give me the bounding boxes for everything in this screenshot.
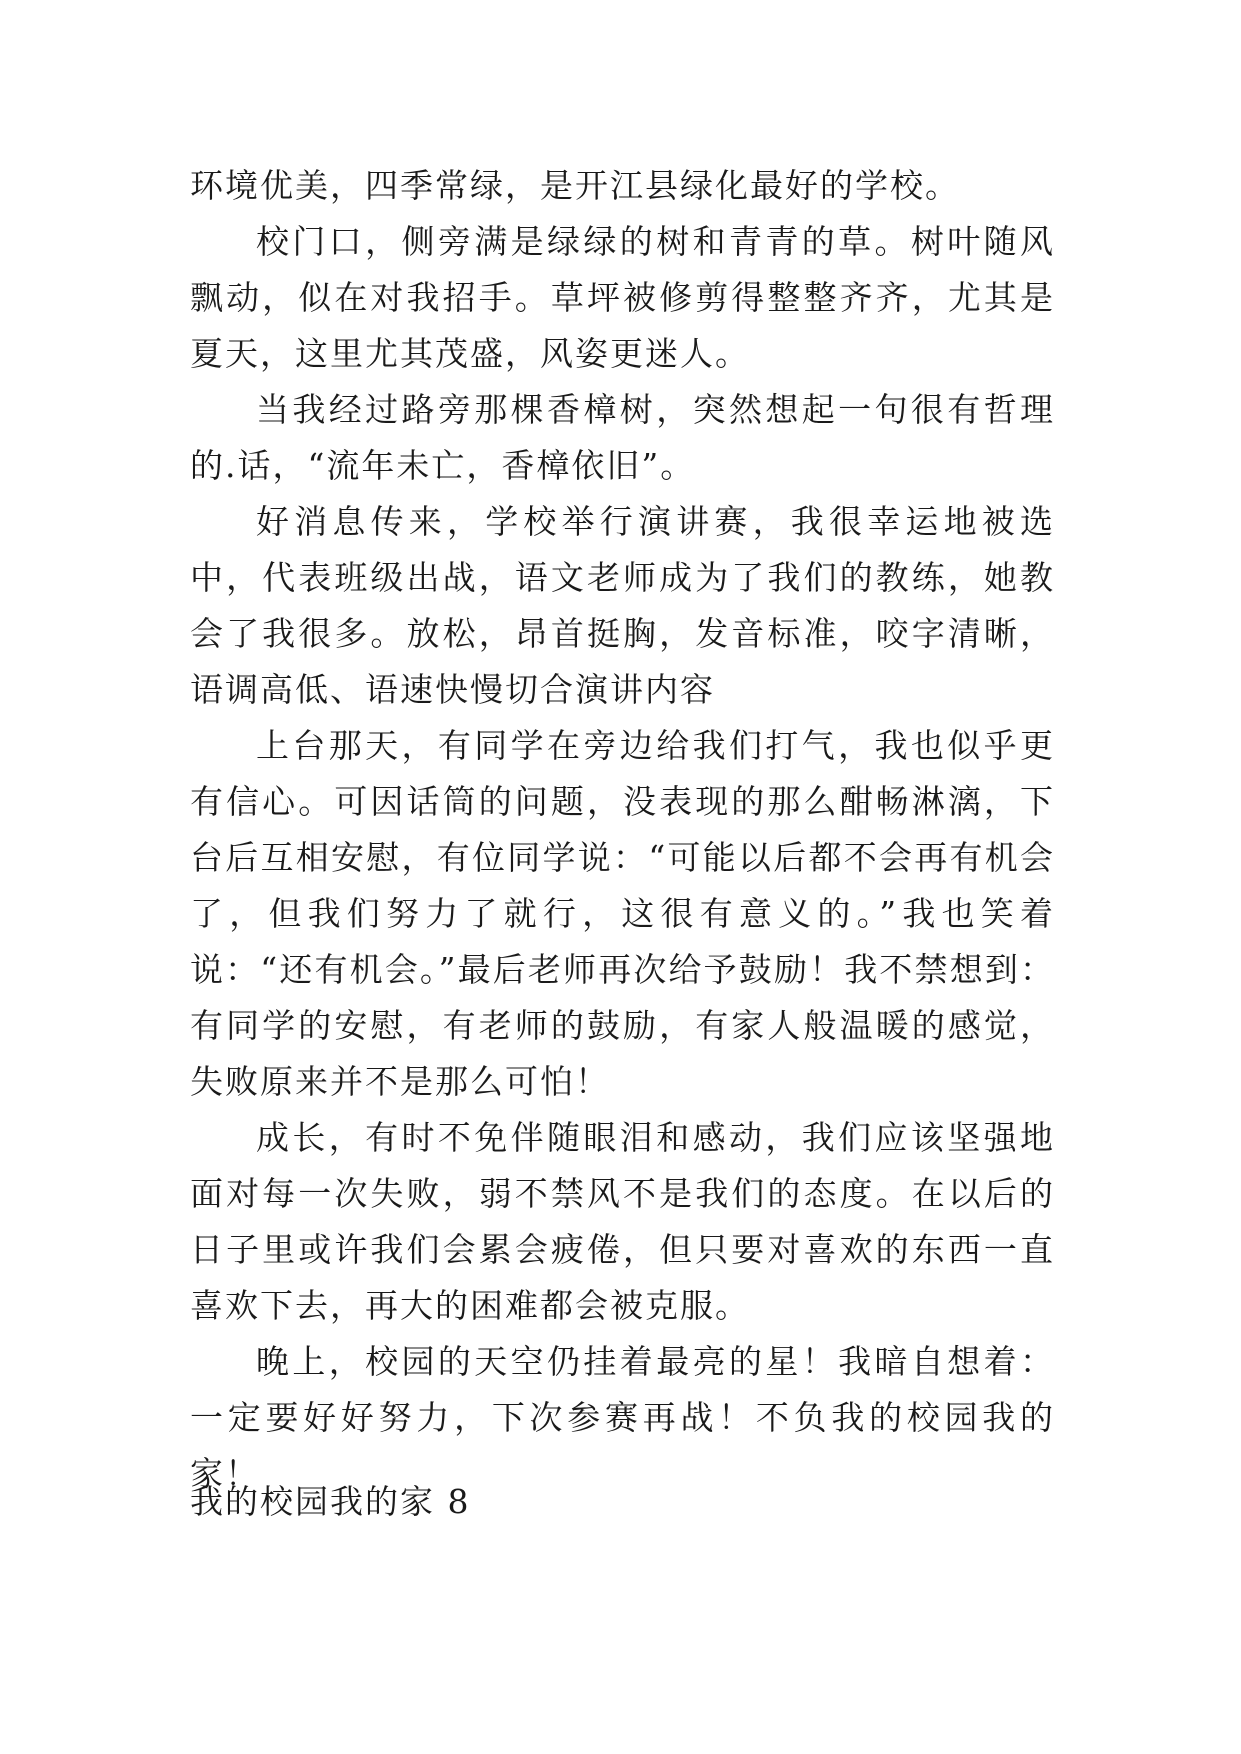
paragraph: 晚上，校园的天空仍挂着最亮的星！我暗自想着：一定要好好努力，下次参赛再战！不负我的校园我的家！ (190, 1342, 1055, 1493)
paragraph: 当我经过路旁那棵香樟树，突然想起一句很有哲理的.话，“流年未亡，香樟依旧”。 (190, 390, 1055, 485)
paragraph: 好消息传来，学校举行演讲赛，我很幸运地被选中，代表班级出战，语文老师成为了我们的教练，她教会了我很多。放松，昂首挺胸，发音标准，咬字清晰，语调高低、语速快慢切合演讲内容 (190, 502, 1055, 709)
paragraph: 校门口，侧旁满是绿绿的树和青青的草。树叶随风飘动，似在对我招手。草坪被修剪得整整齐齐，尤其是夏天，这里尤其茂盛，风姿更迷人。 (190, 222, 1055, 373)
paragraph: 环境优美，四季常绿，是开江县绿化最好的学校。 (190, 166, 960, 205)
paragraph: 成长，有时不免伴随眼泪和感动，我们应该坚强地面对每一次失败，弱不禁风不是我们的态度。在以后的日子里或许我们会累会疲倦，但只要对喜欢的东西一直喜欢下去，再大的困难都会被克服。 (190, 1118, 1055, 1325)
article-body (190, 158, 1055, 1502)
paragraph: 上台那天，有同学在旁边给我们打气，我也似乎更有信心。可因话筒的问题，没表现的那么酣畅淋漓，下台后互相安慰，有位同学说：“可能以后都不会再有机会了，但我们努力了就行，这很有意义的。”我也笑着说：“还有机会。”最后老师再次给予鼓励！我不禁想到：有同学的安慰，有老师的鼓励，有家人般温暖的感觉，失败原来并不是那么可怕！ (190, 726, 1055, 1101)
section-heading: 我的校园我的家 8 (190, 1482, 471, 1521)
